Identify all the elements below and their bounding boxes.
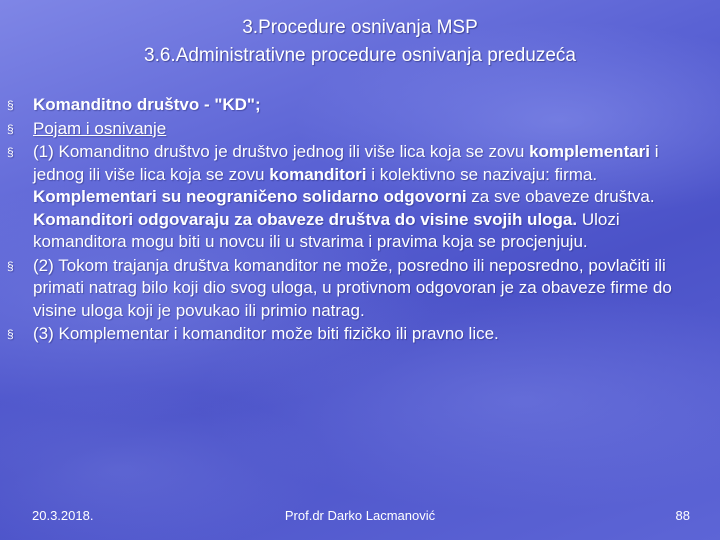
bullet-item-4 bbox=[0, 255, 720, 323]
bullet-marker-icon: § bbox=[7, 327, 14, 341]
slide-title bbox=[0, 14, 720, 70]
bullet-item-2 bbox=[0, 118, 720, 141]
bullet-marker-icon: § bbox=[7, 98, 14, 112]
bullet-text-part: i kolektivno se nazivaju: firma. bbox=[366, 164, 598, 184]
bullet-marker-icon: § bbox=[7, 258, 14, 273]
bullet-text-part: za sve obaveze društva. bbox=[466, 187, 655, 206]
bullet-text-bold: komanditori bbox=[269, 164, 367, 184]
bullet-text: (3) Komplementar i komanditor može biti fizičko ili pravno lice. bbox=[33, 324, 499, 343]
bullet-text: (2) Tokom trajanja društva komanditor ne može, posredno ili neposredno, povlačiti ili primati natrag bilo koji dio svog uloga, u protivnom odgovoran je za obaveze firme do visine uloga koji je povukao ili primio natrag. bbox=[33, 255, 672, 320]
bullet-text-part: (1) Komanditno društvo je društvo jednog ili više lica koja se zovu bbox=[33, 142, 530, 161]
bullet-text-part: i jednog ili više lica koja se zovu bbox=[33, 142, 659, 184]
footer-page-number: 88 bbox=[675, 508, 690, 523]
bullet-marker-icon: § bbox=[7, 121, 14, 136]
bullet-text: Pojam i osnivanje bbox=[33, 118, 167, 138]
footer-date: 20.3.2018. bbox=[32, 508, 94, 523]
bullet-text: Komanditno društvo - "KD"; bbox=[33, 95, 261, 114]
footer-author: Prof.dr Darko Lacmanović bbox=[284, 508, 436, 523]
bullet-item-3 bbox=[0, 141, 720, 254]
bullet-text-bold: Komplementari su neograničeno solidarno odgovorni bbox=[33, 187, 467, 206]
bullet-text-bold: Komanditori odgovaraju za obaveze društva do visine svojih uloga. bbox=[33, 209, 578, 229]
bullet-marker-icon: § bbox=[7, 145, 14, 159]
bullet-text-bold: komplementari bbox=[529, 142, 651, 161]
bullet-list bbox=[0, 94, 720, 347]
bullet-item-1 bbox=[0, 94, 720, 117]
title-line-1: 3.Procedure osnivanja MSP bbox=[242, 17, 478, 38]
bullet-item-5 bbox=[0, 323, 720, 346]
title-line-2: 3.6.Administrativne procedure osnivanja preduzeća bbox=[144, 45, 576, 66]
bullet-text-part: Ulozi komanditora mogu biti u novcu ili u stvarima i pravima koja se procjenjuju. bbox=[33, 209, 620, 251]
